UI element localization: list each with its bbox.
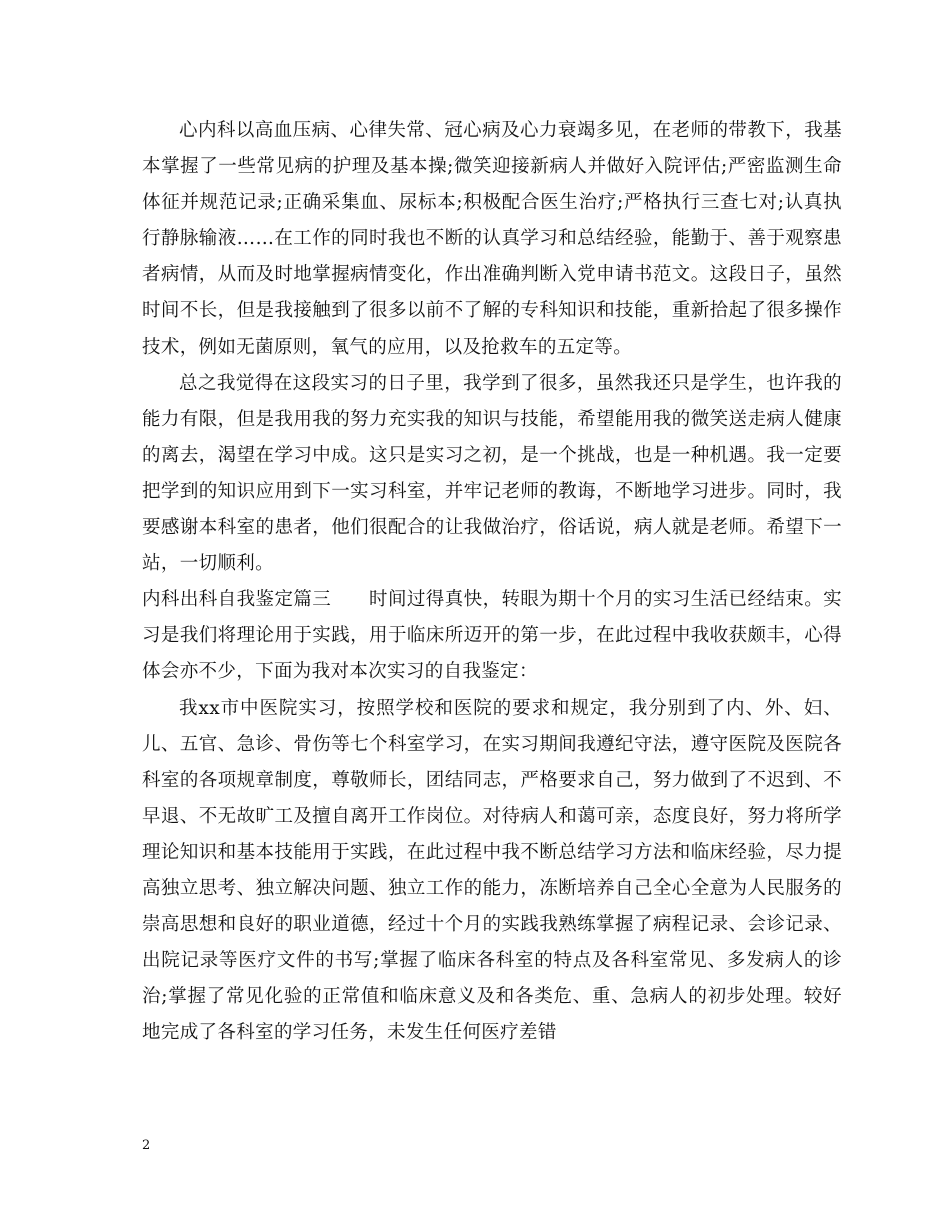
paragraph-internship-reflection: 总之我觉得在这段实习的日子里，我学到了很多，虽然我还只是学生，也许我的能力有限，但是我用我的努力充实我的知识与技能，希望能用我的微笑送走病人健康的离去，渴望在学习中成。这只是实习之初，是一个挑战，也是一种机遇。我一定要把学到的知识应用到下一实习科室，并牢记老师的教诲，不断地学习进步。同时，我要感谢本科室的患者，他们很配合的让我做治疗，俗话说，病人就是老师。希望下一站，一切顺利。 xyxy=(142,372,842,575)
paragraph-section-three-intro: 内科出科自我鉴定篇三 时间过得真快，转眼为期十个月的实习生活已经结束。实习是我们将理论用于实践，用于临床所迈开的第一步，在此过程中我收获颇丰，心得体会亦不少，下面为我对本次实习的自我鉴定： xyxy=(142,589,842,683)
page-number: 2 xyxy=(142,1138,151,1153)
document-body xyxy=(142,113,842,1051)
paragraph-hospital-internship: 我xx市中医院实习，按照学校和医院的要求和规定，我分别到了内、外、妇、儿、五官、急诊、骨伤等七个科室学习，在实习期间我遵纪守法，遵守医院及医院各科室的各项规章制度，尊敬师长，团结同志，严格要求自己，努力做到了不迟到、不早退、不无故旷工及擅自离开工作岗位。对待病人和蔼可亲，态度良好，努力将所学理论知识和基本技能用于实践，在此过程中我不断总结学习方法和临床经验，尽力提高独立思考、独立解决问题、独立工作的能力，冻断培养自己全心全意为人民服务的崇高思想和良好的职业道德，经过十个月的实践我熟练掌握了病程记录、会诊记录、出院记录等医疗文件的书写;掌握了临床各科室的特点及各科室常见、多发病人的诊治;掌握了常见化验的正常值和临床意义及和各类危、重、急病人的初步处理。较好地完成了各科室的学习任务，未发生任何医疗差错 xyxy=(142,697,842,1044)
paragraph-cardiology-summary: 心内科以高血压病、心律失常、冠心病及心力衰竭多见，在老师的带教下，我基本掌握了一些常见病的护理及基本操;微笑迎接新病人并做好入院评估;严密监测生命体征并规范记录;正确采集血、尿标本;积极配合医生治疗;严格执行三查七对;认真执行静脉输液……在工作的同时我也不断的认真学习和总结经验，能勤于、善于观察患者病情，从而及时地掌握病情变化，作出准确判断入党申请书范文。这段日子，虽然时间不长，但是我接触到了很多以前不了解的专科知识和技能，重新拾起了很多操作技术，例如无菌原则，氧气的应用，以及抢救车的五定等。 xyxy=(142,120,842,358)
